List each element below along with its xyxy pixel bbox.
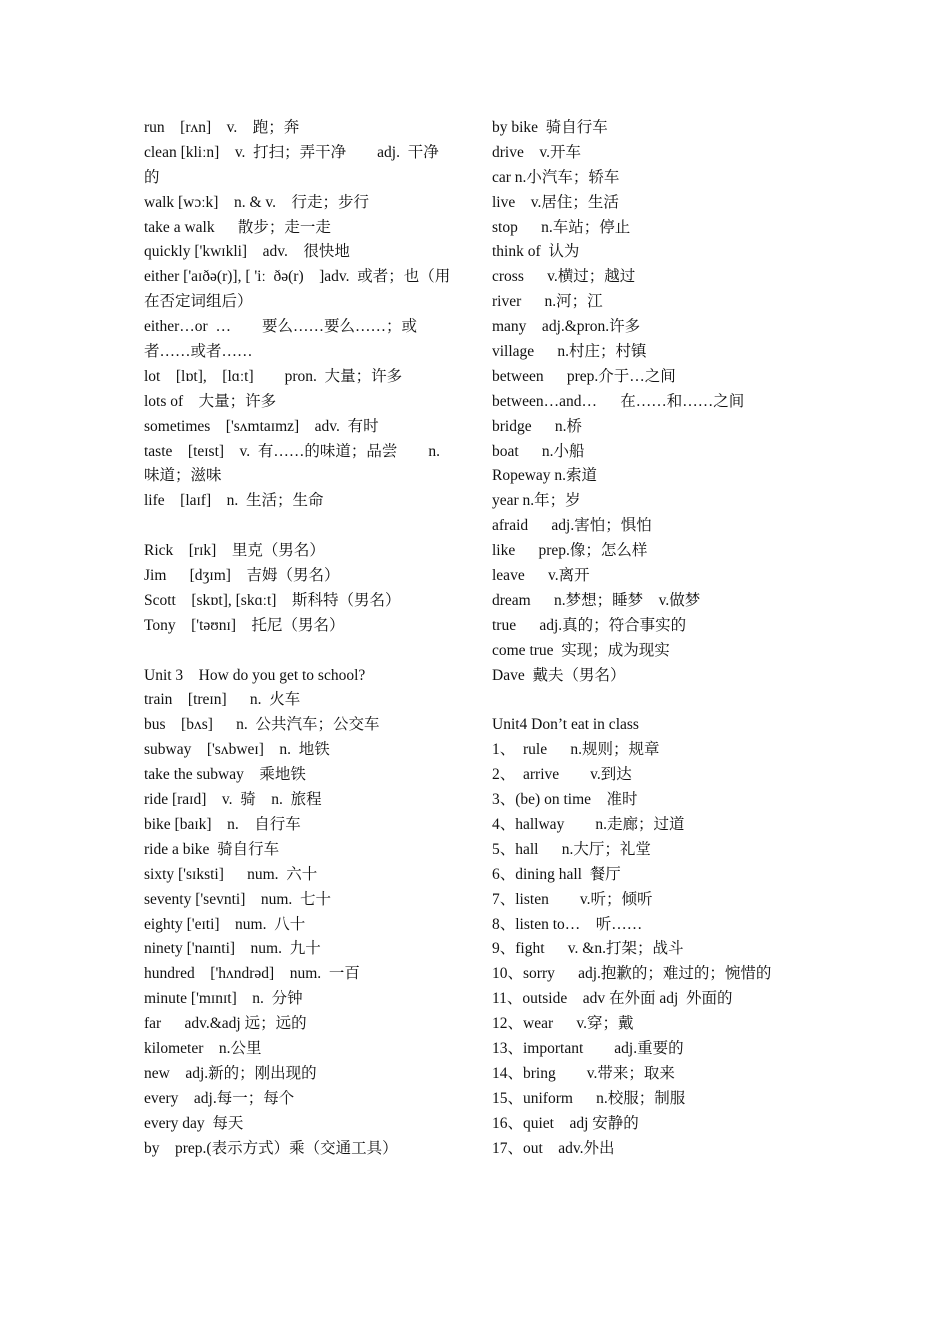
blank-line: [144, 639, 462, 664]
vocab-line: between…and… 在……和……之间: [492, 392, 745, 410]
vocab-line: 8、listen to… 听……: [492, 915, 643, 933]
vocab-line: like prep.像；怎么样: [492, 542, 648, 560]
vocab-line: quickly ['kwɪkli] adv. 很快地: [144, 243, 350, 261]
vocab-line: many adj.&pron.许多: [492, 318, 641, 336]
vocab-line: 1、 rule n.规则；规章: [492, 741, 660, 759]
vocab-line: cross v.横过；越过: [492, 268, 636, 286]
vocab-line: true adj.真的；符合事实的: [492, 616, 687, 634]
vocab-line: car n.小汽车；轿车: [492, 168, 620, 186]
vocab-line: Jim [dʒɪm] 吉姆（男名）: [144, 567, 340, 585]
vocab-line: lot [lɒt], [lɑːt] pron. 大量；许多: [144, 367, 403, 385]
vocab-line: stop n.车站；停止: [492, 218, 631, 236]
vocab-line: eighty ['eɪti] num. 八十: [144, 915, 306, 933]
vocab-line: come true 实现；成为现实: [492, 641, 670, 659]
vocab-line: 17、out adv.外出: [492, 1139, 615, 1157]
vocab-line: 在否定词组后）: [144, 293, 253, 311]
left-vocabulary-column: [144, 116, 462, 1161]
vocab-line: take the subway 乘地铁: [144, 766, 306, 784]
vocab-line: train [treɪn] n. 火车: [144, 691, 301, 709]
vocab-line: run [rʌn] v. 跑；奔: [144, 119, 300, 136]
vocab-line: hundred ['hʌndrəd] num. 一百: [144, 965, 360, 983]
vocab-line: far adv.&adj 远；远的: [144, 1015, 307, 1033]
vocab-line: boat n.小船: [492, 442, 585, 460]
vocab-line: 3、(be) on time 准时: [492, 791, 638, 809]
vocab-line: 味道；滋味: [144, 467, 222, 485]
vocab-line: 13、important adj.重要的: [492, 1039, 684, 1057]
vocab-line: 16、quiet adj 安静的: [492, 1114, 639, 1132]
vocab-line: every day 每天: [144, 1114, 244, 1132]
vocab-line: drive v.开车: [492, 143, 581, 161]
vocab-line: 12、wear v.穿；戴: [492, 1015, 634, 1033]
vocab-line: by bike 骑自行车: [492, 119, 608, 136]
vocab-line: ride [raɪd] v. 骑 n. 旅程: [144, 791, 322, 809]
vocab-line: take a walk 散步；走一走: [144, 218, 331, 236]
vocab-line: 6、dining hall 餐厅: [492, 865, 621, 883]
vocab-line: 2、 arrive v.到达: [492, 766, 632, 784]
vocab-line: bike [baɪk] n. 自行车: [144, 815, 301, 833]
vocab-line: 7、listen v.听；倾听: [492, 890, 653, 908]
vocab-line: 5、hall n.大厅；礼堂: [492, 840, 651, 858]
vocab-line: 11、outside adv 在外面 adj 外面的: [492, 990, 733, 1008]
vocab-line: Scott [skɒt], [skɑːt] 斯科特（男名）: [144, 591, 401, 609]
vocab-line: bridge n.桥: [492, 417, 582, 435]
vocab-line: ride a bike 骑自行车: [144, 840, 280, 858]
vocab-line: clean [kliːn] v. 打扫；弄干净 adj. 干净: [144, 143, 439, 161]
vocab-line: leave v.离开: [492, 567, 590, 585]
vocab-line: dream n.梦想；睡梦 v.做梦: [492, 591, 701, 609]
vocab-line: Ropeway n.索道: [492, 467, 598, 485]
vocab-line: life [laɪf] n. 生活；生命: [144, 492, 324, 510]
vocab-line: taste [teɪst] v. 有……的味道；品尝 n.: [144, 442, 441, 460]
vocab-line: between prep.介于…之间: [492, 367, 676, 385]
vocab-line: lots of 大量；许多: [144, 392, 277, 410]
vocab-line: 的: [144, 168, 160, 186]
vocab-line: 14、bring v.带来；取来: [492, 1064, 675, 1082]
vocab-line: village n.村庄；村镇: [492, 343, 647, 361]
vocab-line: ninety ['naɪnti] num. 九十: [144, 940, 321, 958]
vocab-line: river n.河；江: [492, 293, 603, 311]
right-vocabulary-column: [492, 116, 812, 1161]
vocab-line: live v.居住；生活: [492, 193, 619, 211]
vocab-line: walk [wɔːk] n. & v. 行走；步行: [144, 193, 370, 211]
vocab-line: 者……或者……: [144, 343, 253, 361]
vocab-line: every adj.每一；每个: [144, 1089, 295, 1107]
vocab-line: subway ['sʌbweɪ] n. 地铁: [144, 741, 330, 759]
vocab-line: 10、sorry adj.抱歉的；难过的；惋惜的: [492, 965, 772, 983]
vocab-line: new adj.新的；刚出现的: [144, 1064, 317, 1082]
vocab-line: Unit4 Don’t eat in class: [492, 716, 639, 734]
vocab-line: afraid adj.害怕；惧怕: [492, 517, 652, 535]
vocab-line: kilometer n.公里: [144, 1039, 262, 1057]
blank-line: [492, 688, 812, 713]
vocab-line: 4、hallway n.走廊；过道: [492, 815, 685, 833]
vocab-line: seventy ['sevnti] num. 七十: [144, 890, 332, 908]
vocab-line: either ['aɪðə(r)], [ 'iː ðə(r) ]adv. 或者；也（用: [144, 268, 451, 286]
vocab-line: bus [bʌs] n. 公共汽车；公交车: [144, 716, 380, 734]
vocab-line: Tony ['təʊnɪ] 托尼（男名）: [144, 616, 345, 634]
vocab-line: 15、uniform n.校服；制服: [492, 1089, 686, 1107]
vocab-line: year n.年；岁: [492, 492, 581, 510]
vocab-line: think of 认为: [492, 243, 580, 261]
blank-line: [144, 514, 462, 539]
vocab-line: 9、fight v. &n.打架；战斗: [492, 940, 684, 958]
vocab-line: Unit 3 How do you get to school?: [144, 666, 366, 684]
vocab-line: Dave 戴夫（男名）: [492, 666, 626, 684]
vocab-line: sixty ['sɪksti] num. 六十: [144, 865, 318, 883]
vocab-line: by prep.(表示方式）乘（交通工具）: [144, 1139, 398, 1157]
vocab-line: sometimes ['sʌmtaɪmz] adv. 有时: [144, 417, 379, 435]
vocab-line: Rick [rɪk] 里克（男名）: [144, 542, 325, 560]
vocab-line: either…or … 要么……要么……；或: [144, 318, 417, 336]
vocab-line: minute ['mɪnɪt] n. 分钟: [144, 990, 303, 1008]
